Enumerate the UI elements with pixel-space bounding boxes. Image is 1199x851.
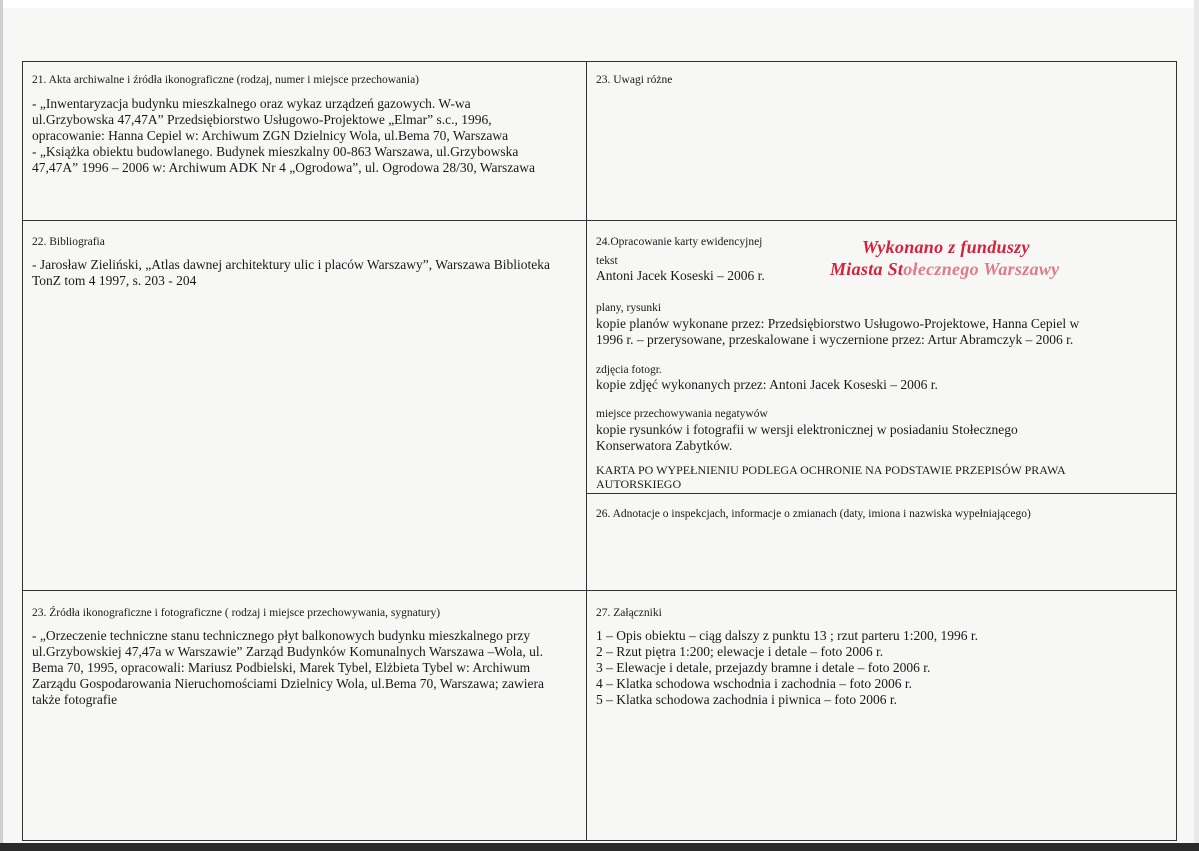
s27-item: 1 – Opis obiektu – ciąg dalszy z punktu 13 ; rzut parteru 1:200, 1996 r. bbox=[596, 628, 979, 643]
s21-body bbox=[32, 96, 535, 176]
s27-heading: 27. Załączniki bbox=[596, 607, 662, 619]
page-edge-bottom bbox=[0, 843, 1199, 851]
rule-row2 bbox=[22, 590, 1176, 591]
s21-line: 47,47A” 1996 – 2006 w: Archiwum ADK Nr 4 „Ogrodowa”, ul. Ogrodowa 28/30, Warszawa bbox=[32, 160, 535, 175]
s24-plany-label: plany, rysunki bbox=[596, 302, 662, 314]
s23-zrodla-line: Zarządu Gospodarowania Nieruchomościami Dzielnicy Wola, ul.Bema 70, Warszawa; zawiera bbox=[32, 676, 545, 691]
s22-line: TonZ tom 4 1997, s. 203 - 204 bbox=[32, 273, 197, 288]
s22-heading: 22. Bibliografia bbox=[32, 236, 105, 248]
s24-karta-line: AUTORSKIEGO bbox=[596, 477, 682, 491]
s27-item: 2 – Rzut piętra 1:200; elewacje i detale – foto 2006 r. bbox=[596, 644, 884, 659]
s24-karta-line: KARTA PO WYPEŁNIENIU PODLEGA OCHRONIE NA PODSTAWIE PRZEPISÓW PRAWA bbox=[596, 463, 1066, 477]
s23-zrodla-body bbox=[32, 628, 544, 708]
s24-plany-line: kopie planów wykonane przez: Przedsiębiorstwo Usługowo-Projektowe, Hanna Cepiel w bbox=[596, 316, 1080, 331]
page-edge-left bbox=[0, 0, 3, 851]
s22-line: - Jarosław Zieliński, „Atlas dawnej architektury ulic i placów Warszawy”, Warszawa Biblioteka bbox=[32, 257, 551, 272]
rule-bottom bbox=[22, 840, 1176, 841]
rule-middle bbox=[586, 61, 587, 841]
funding-stamp-line1: Wykonano z funduszy bbox=[862, 237, 1030, 257]
rule-left bbox=[22, 61, 23, 841]
page-edge-top bbox=[0, 0, 1199, 8]
s23-zrodla-line: Bema 70, 1995, opracowali: Mariusz Podbielski, Marek Tybel, Elżbieta Tybel w: Archiwum bbox=[32, 660, 531, 675]
rule-row1 bbox=[22, 220, 1176, 221]
rule-right bbox=[1176, 61, 1177, 841]
s27-item: 4 – Klatka schodowa wschodnia i zachodnia – foto 2006 r. bbox=[596, 676, 913, 691]
s24-plany-line: 1996 r. – przerysowane, przeskalowane i wyczernione przez: Artur Abramczyk – 2006 r. bbox=[596, 332, 1074, 347]
rule-24-26 bbox=[586, 493, 1176, 494]
s24-plany-body bbox=[596, 316, 1079, 348]
s22-body bbox=[32, 257, 550, 289]
s24-zdjecia-label: zdjęcia fotogr. bbox=[596, 364, 662, 376]
s23-zrodla-line: także fotografie bbox=[32, 692, 118, 707]
s24-miejsce-line: Konserwatora Zabytków. bbox=[596, 438, 733, 453]
s23-uwagi-heading: 23. Uwagi różne bbox=[596, 74, 673, 86]
funding-stamp-line2 bbox=[830, 258, 1059, 280]
s24-miejsce-body bbox=[596, 422, 1018, 454]
page-edge-right bbox=[1194, 0, 1199, 851]
s24-heading: 24.Opracowanie karty ewidencyjnej bbox=[596, 236, 763, 248]
s21-line: - „Inwentaryzacja budynku mieszkalnego oraz wykaz urządzeń gazowych. W-wa bbox=[32, 96, 471, 111]
s24-zdjecia-value: kopie zdjęć wykonanych przez: Antoni Jacek Koseski – 2006 r. bbox=[596, 377, 938, 392]
s21-line: ul.Grzybowska 47,47A” Przedsiębiorstwo Usługowo-Projektowe „Elmar” s.c., 1996, bbox=[32, 112, 492, 127]
s21-heading: 21. Akta archiwalne i źródła ikonograficzne (rodzaj, numer i miejsce przechowania) bbox=[32, 74, 419, 86]
s23-zrodla-line: - „Orzeczenie techniczne stanu technicznego płyt balkonowych budynku mieszkalnego przy bbox=[32, 628, 531, 643]
s27-item: 5 – Klatka schodowa zachodnia i piwnica – foto 2006 r. bbox=[596, 692, 898, 707]
s24-miejsce-line: kopie rysunków i fotografii w wersji elektronicznej w posiadaniu Stołecznego bbox=[596, 422, 1018, 437]
s21-line: opracowanie: Hanna Cepiel w: Archiwum ZGN Dzielnicy Wola, ul.Bema 70, Warszawa bbox=[32, 128, 509, 143]
s24-tekst-value: Antoni Jacek Koseski – 2006 r. bbox=[596, 268, 765, 283]
s24-tekst-label: tekst bbox=[596, 255, 618, 267]
s21-line: - „Książka obiektu budowlanego. Budynek mieszkalny 00-863 Warszawa, ul.Grzybowska bbox=[32, 144, 519, 159]
s23-zrodla-line: ul.Grzybowskiej 47,47a w Warszawie” Zarząd Budynków Komunalnych Warszawa –Wola, ul. bbox=[32, 644, 543, 659]
s24-miejsce-label: miejsce przechowywania negatywów bbox=[596, 408, 768, 420]
s27-item: 3 – Elewacje i detale, przejazdy bramne i detale – foto 2006 r. bbox=[596, 660, 931, 675]
funding-stamp-line2-b: ołecznego Warszawy bbox=[903, 259, 1060, 279]
rule-top bbox=[22, 61, 1176, 62]
s27-body bbox=[596, 628, 978, 708]
s24-karta-notice bbox=[596, 463, 1066, 491]
s26-heading: 26. Adnotacje o inspekcjach, informacje o zmianach (daty, imiona i nazwiska wypełniającego) bbox=[596, 508, 1031, 520]
funding-stamp-line2-a: Miasta St bbox=[830, 259, 904, 279]
s23-zrodla-heading: 23. Źródła ikonograficzne i fotograficzne ( rodzaj i miejsce przechowywania, sygnatury) bbox=[32, 607, 441, 619]
